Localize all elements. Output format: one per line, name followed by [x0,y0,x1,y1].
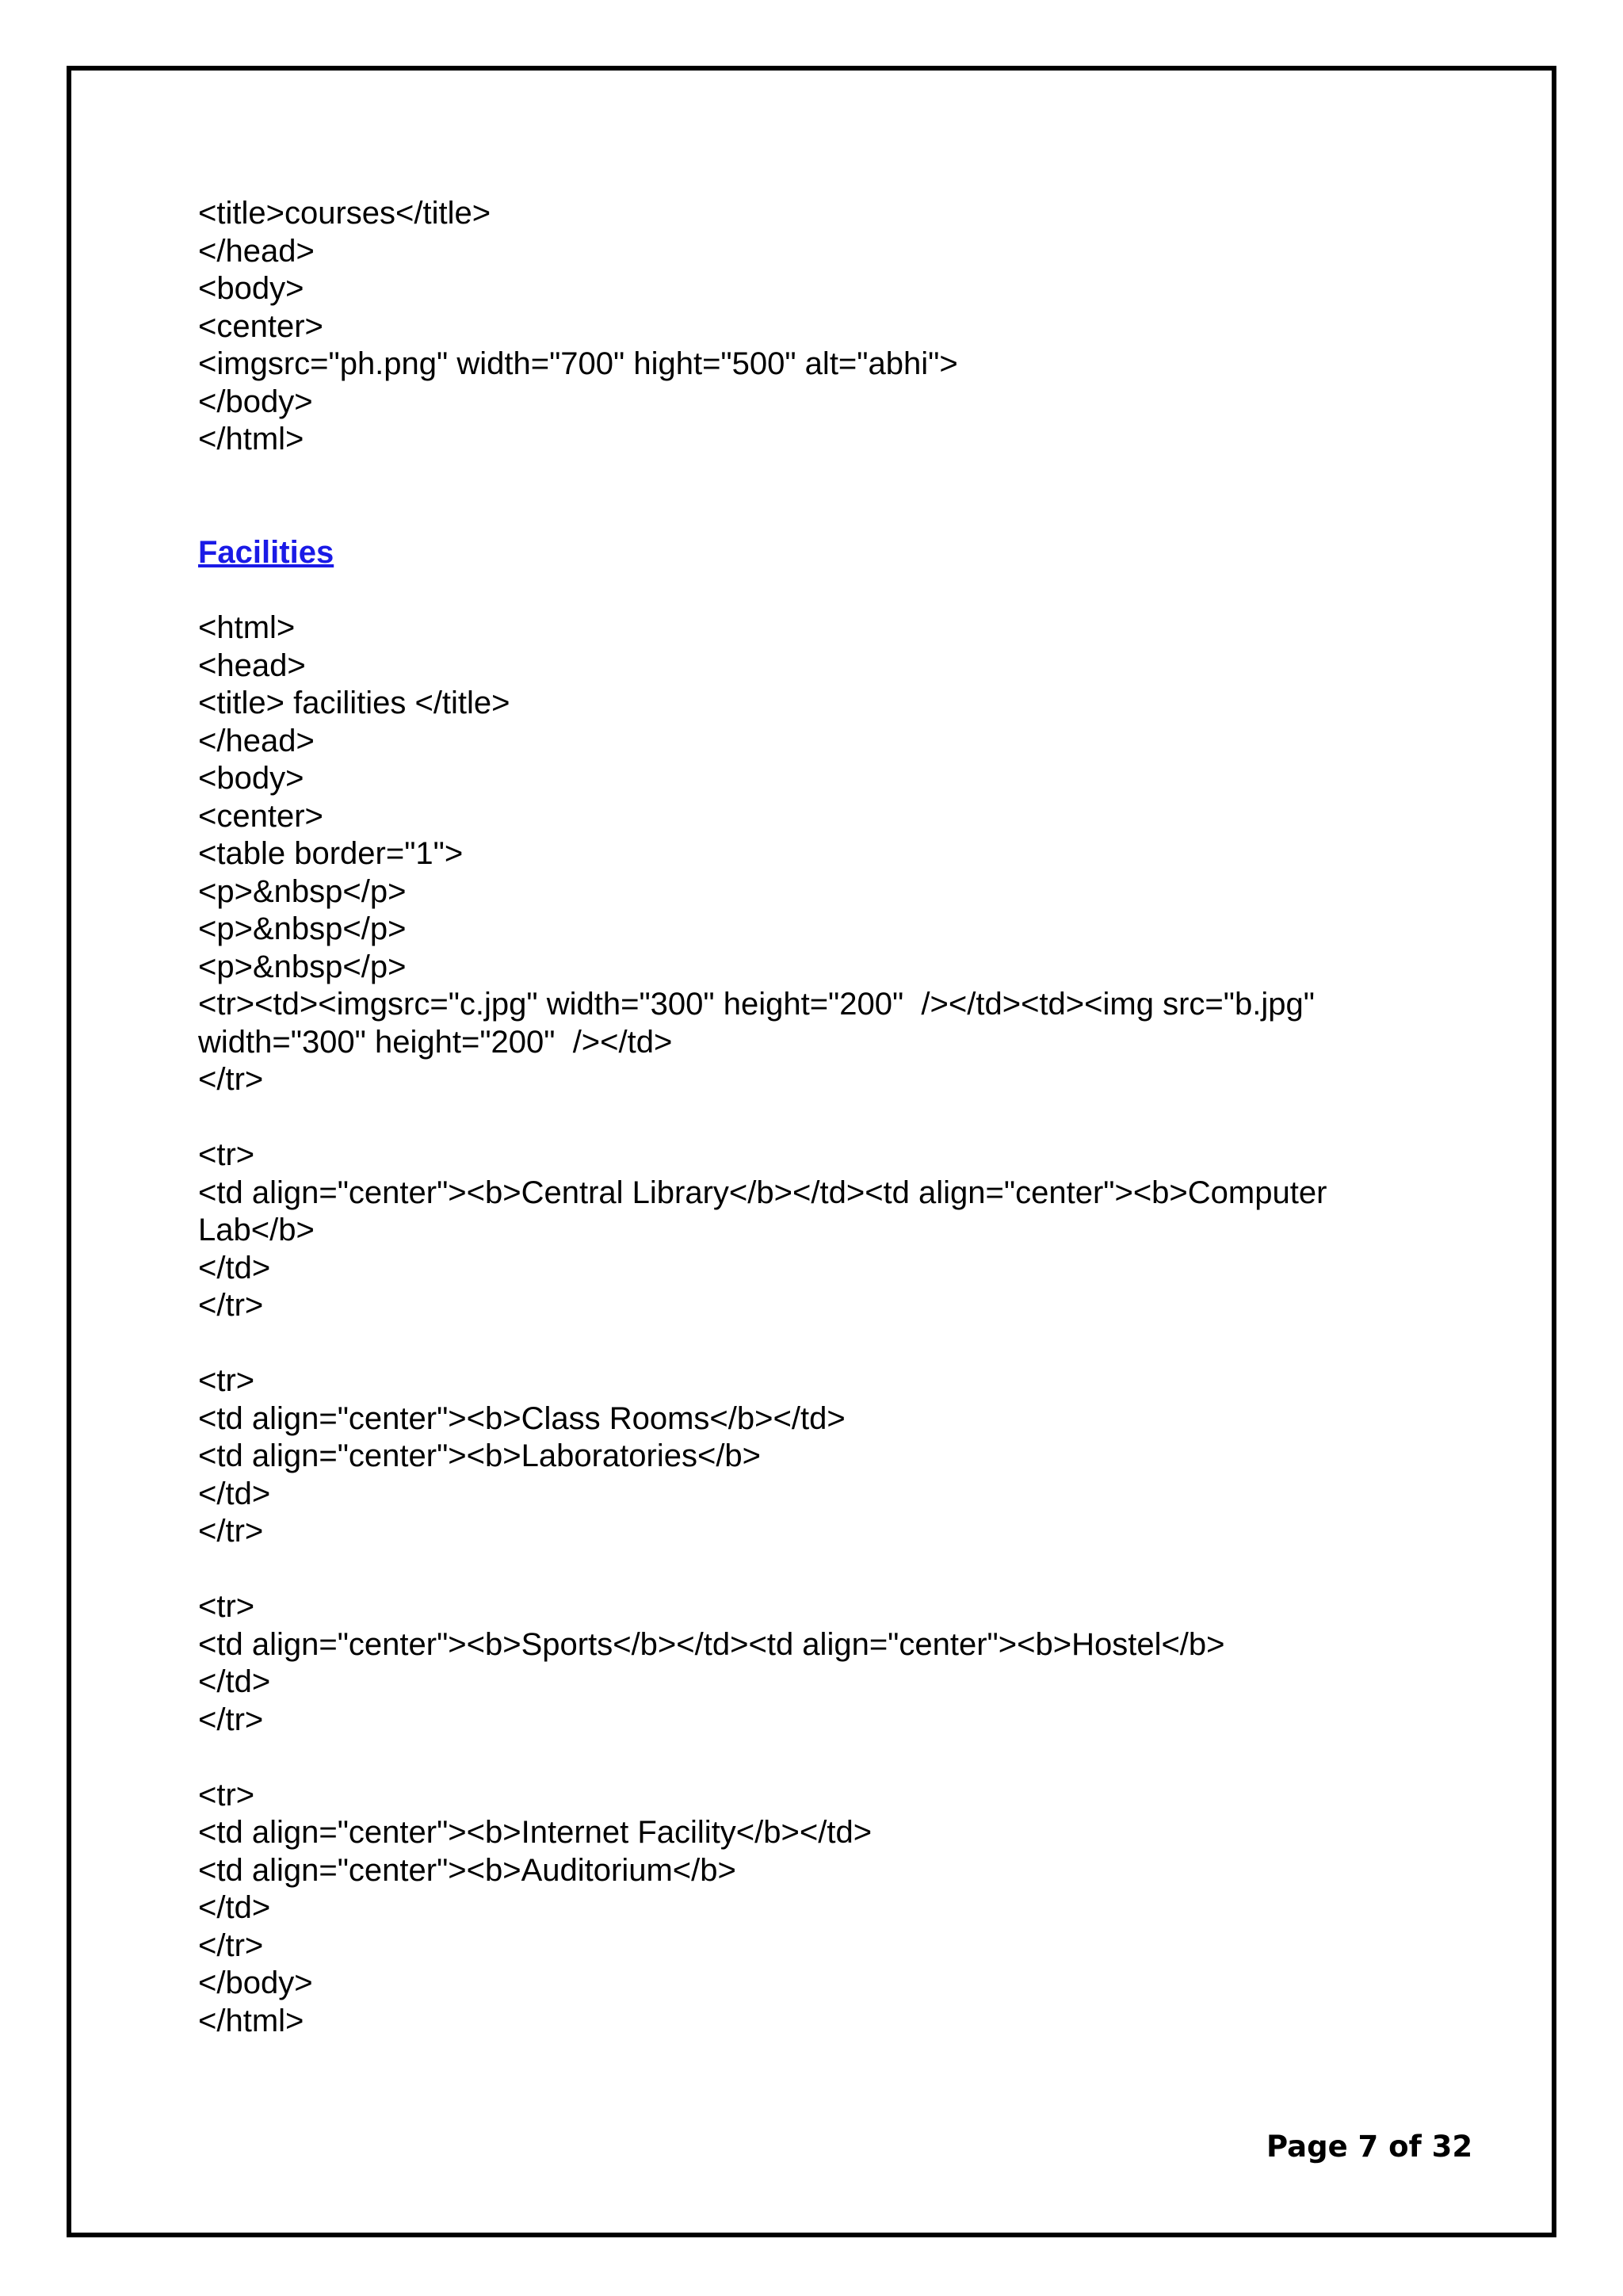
code-line: <td align="center"><b>Auditorium</b> [198,1852,736,1888]
code-line: </tr> [198,1702,264,1737]
code-line: <tr> [198,1777,255,1813]
code-line: </head> [198,233,315,269]
code-line: <tr> [198,1363,255,1398]
blank-line [198,1325,1403,1363]
code-line: <head> [198,648,306,683]
code-line: <body> [198,761,304,796]
code-line: <tr><td><imgsrc="c.jpg" width="300" height="200" /></td><td><img src="b.jpg" [198,987,1315,1022]
code-line: <td align="center"><b>Central Library</b></td><td align="center"><b>Computer [198,1175,1327,1210]
facilities-heading-link[interactable]: Facilities [198,534,334,570]
blank-line [198,1551,1403,1589]
code-line: <imgsrc="ph.png" width="700" hight="500" alt="abhi"> [198,346,958,381]
code-line: <body> [198,271,304,306]
code-line: </body> [198,1966,313,2000]
code-line: <td align="center"><b>Laboratories</b> [198,1438,762,1473]
code-line: </td> [198,1890,271,1925]
code-line: <center> [198,798,323,834]
code-line: <p>&nbsp</p> [198,911,407,946]
code-line: <td align="center"><b>Sports</b></td><td align="center"><b>Hostel</b> [198,1626,1225,1662]
blank-line [198,1099,1403,1137]
code-line: <center> [198,308,323,344]
courses-code-block [198,195,1403,459]
code-line: <tr> [198,1589,255,1624]
code-line: </tr> [198,1514,264,1549]
code-line: <td align="center"><b>Class Rooms</b></td> [198,1400,846,1436]
code-line: Lab</b> [198,1213,315,1247]
code-line: <title>courses</title> [198,196,491,231]
code-line: </td> [198,1476,271,1511]
code-line: <p>&nbsp</p> [198,949,407,984]
code-line: <tr> [198,1137,255,1172]
blank-line [198,1739,1403,1777]
code-line: <html> [198,610,296,645]
code-line: <td align="center"><b>Internet Facility</b></td> [198,1815,873,1850]
code-line: </body> [198,384,313,419]
code-line: <table border="1"> [198,836,464,871]
code-line: </head> [198,723,315,758]
code-line: </td> [198,1250,271,1286]
code-line: </tr> [198,1288,264,1323]
code-line: <title> facilities </title> [198,686,510,720]
page-number: Page 7 of 32 [1266,2130,1473,2164]
code-line: </td> [198,1664,271,1699]
code-line: </tr> [198,1927,264,1963]
code-line: </html> [198,422,304,457]
facilities-code-block [198,609,1403,2040]
document-body [198,195,1403,2040]
code-line: <p>&nbsp</p> [198,873,407,909]
code-line: </tr> [198,1062,264,1097]
code-line: </html> [198,2003,304,2038]
code-line: width="300" height="200" /></td> [198,1024,673,1060]
